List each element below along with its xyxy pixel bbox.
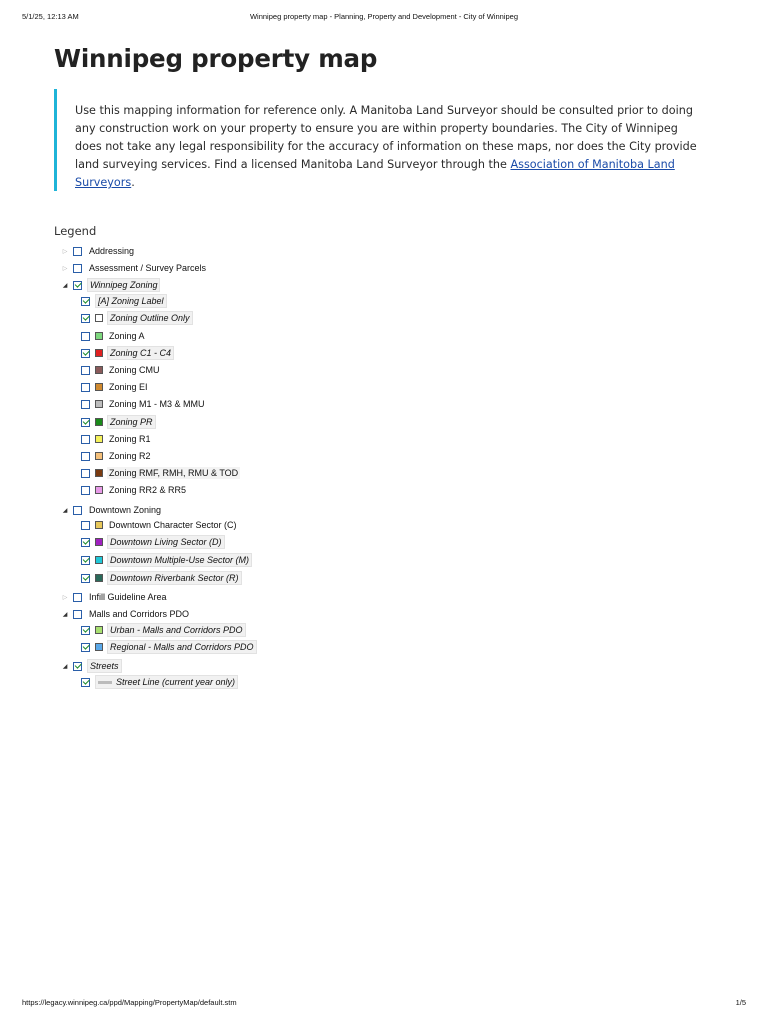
disclaimer-text-before: Use this mapping information for reference only. A Manitoba Land Surveyor should be consulted prior to doing any construction work on your property to ensure you are within property boundaries. The City of Winnipeg does not take any legal responsibility for the accuracy of information on these maps, nor does the City provide land surveying services. Find a licensed Manitoba Land Surveyor through the — [75, 104, 697, 171]
color-swatch — [95, 332, 103, 340]
legend-group-label: Infill Guideline Area — [89, 592, 167, 602]
legend-group-malls-corridors[interactable] — [60, 607, 191, 621]
print-page-number: 1/5 — [735, 998, 746, 1007]
layer-checkbox[interactable] — [81, 574, 90, 583]
layer-checkbox[interactable] — [73, 593, 82, 602]
legend-item-label: Zoning C1 - C4 — [107, 346, 174, 360]
legend-item-zoning-r1[interactable] — [81, 432, 153, 446]
legend-item-label: Downtown Living Sector (D) — [107, 535, 225, 549]
legend-group-infill[interactable] — [60, 590, 169, 604]
expand-arrow-icon[interactable]: ▷ — [62, 265, 68, 272]
layer-checkbox[interactable] — [73, 506, 82, 515]
legend-group-label: Downtown Zoning — [89, 505, 162, 515]
collapse-arrow-icon[interactable]: ◢ — [62, 282, 68, 289]
print-datetime: 5/1/25, 12:13 AM — [22, 12, 79, 21]
legend-item-label: Zoning PR — [107, 415, 156, 429]
legend-item-zoning-m1-m3[interactable] — [81, 397, 207, 411]
legend-item-downtown-character[interactable] — [81, 518, 239, 532]
color-swatch — [95, 400, 103, 408]
color-swatch — [95, 643, 103, 651]
legend-title: Legend — [54, 224, 97, 238]
layer-checkbox[interactable] — [73, 281, 82, 290]
legend-item-zoning-label[interactable] — [81, 294, 167, 308]
legend-item-zoning-cmu[interactable] — [81, 363, 162, 377]
color-swatch — [95, 486, 103, 494]
legend-group-addressing[interactable] — [60, 244, 136, 258]
layer-checkbox[interactable] — [81, 486, 90, 495]
collapse-arrow-icon[interactable]: ◢ — [62, 611, 68, 618]
legend-item-label: Zoning RR2 & RR5 — [109, 485, 187, 495]
layer-checkbox[interactable] — [81, 556, 90, 565]
legend-group-assessment[interactable] — [60, 261, 208, 275]
color-swatch — [95, 349, 103, 357]
layer-checkbox[interactable] — [81, 643, 90, 652]
collapse-arrow-icon[interactable]: ◢ — [62, 663, 68, 670]
color-swatch — [95, 383, 103, 391]
layer-checkbox[interactable] — [73, 264, 82, 273]
legend-item-zoning-pr[interactable] — [81, 415, 156, 429]
legend-item-label: Zoning M1 - M3 & MMU — [109, 399, 205, 409]
legend-item-zoning-c1-c4[interactable] — [81, 346, 174, 360]
layer-checkbox[interactable] — [81, 678, 90, 687]
expand-arrow-icon[interactable]: ▷ — [62, 594, 68, 601]
disclaimer-text — [75, 102, 703, 192]
color-swatch — [95, 469, 103, 477]
print-footer — [22, 998, 746, 1010]
layer-checkbox[interactable] — [81, 400, 90, 409]
legend-item-label: Zoning CMU — [109, 365, 160, 375]
line-swatch — [98, 681, 112, 684]
layer-checkbox[interactable] — [81, 297, 90, 306]
surveyors-association-link[interactable]: Association of Manitoba Land Surveyors — [75, 158, 675, 189]
print-header — [22, 12, 746, 24]
legend-group-downtown-zoning[interactable] — [60, 503, 163, 517]
layer-checkbox[interactable] — [81, 418, 90, 427]
legend-item-label: Zoning R2 — [109, 451, 151, 461]
legend-group-label: Malls and Corridors PDO — [89, 609, 190, 619]
legend-item-label: Zoning Outline Only — [107, 311, 193, 325]
legend-item-label: Downtown Riverbank Sector (R) — [107, 571, 242, 585]
print-url: https://legacy.winnipeg.ca/ppd/Mapping/PropertyMap/default.stm — [22, 998, 237, 1007]
layer-checkbox[interactable] — [81, 366, 90, 375]
layer-checkbox[interactable] — [81, 332, 90, 341]
layer-checkbox[interactable] — [81, 314, 90, 323]
legend-group-label: Winnipeg Zoning — [87, 278, 160, 292]
legend-item-label: Zoning EI — [109, 382, 148, 392]
print-page-title: Winnipeg property map - Planning, Property and Development - City of Winnipeg — [249, 12, 519, 21]
disclaimer-notice — [54, 89, 702, 191]
legend-item-regional-malls[interactable] — [81, 640, 257, 654]
color-swatch — [95, 366, 103, 374]
legend-item-urban-malls[interactable] — [81, 623, 246, 637]
layer-checkbox[interactable] — [81, 383, 90, 392]
layer-checkbox[interactable] — [81, 521, 90, 530]
expand-arrow-icon[interactable]: ▷ — [62, 248, 68, 255]
color-swatch — [95, 626, 103, 634]
color-swatch — [95, 418, 103, 426]
legend-item-label: Street Line (current year only) — [116, 677, 236, 687]
legend-item-label: Downtown Character Sector (C) — [109, 520, 237, 530]
color-swatch — [95, 538, 103, 546]
legend-item-downtown-living[interactable] — [81, 535, 225, 549]
collapse-arrow-icon[interactable]: ◢ — [62, 507, 68, 514]
color-swatch — [95, 574, 103, 582]
legend-group-label: Assessment / Survey Parcels — [89, 263, 207, 273]
legend-group-winnipeg-zoning[interactable] — [60, 278, 160, 292]
legend-item-label: Downtown Multiple-Use Sector (M) — [107, 553, 252, 567]
layer-checkbox[interactable] — [73, 662, 82, 671]
legend-item-label: Regional - Malls and Corridors PDO — [107, 640, 257, 654]
legend-item-street-line[interactable] — [81, 675, 238, 689]
layer-checkbox[interactable] — [81, 626, 90, 635]
legend-item-label: Zoning RMF, RMH, RMU & TOD — [109, 468, 239, 478]
color-swatch — [95, 452, 103, 460]
disclaimer-text-after: . — [131, 176, 135, 189]
legend-item-zoning-r2[interactable] — [81, 449, 153, 463]
layer-checkbox[interactable] — [81, 435, 90, 444]
legend-item-label-wrap — [95, 675, 238, 689]
legend-item-downtown-riverbank[interactable] — [81, 571, 242, 585]
legend-item-zoning-rr2-rr5[interactable] — [81, 483, 188, 497]
layer-checkbox[interactable] — [81, 469, 90, 478]
layer-checkbox[interactable] — [81, 349, 90, 358]
legend-item-zoning-ei[interactable] — [81, 380, 150, 394]
legend-item-downtown-multiple-use[interactable] — [81, 553, 252, 567]
legend-item-zoning-outline[interactable] — [81, 311, 193, 325]
legend-item-label: Urban - Malls and Corridors PDO — [107, 623, 246, 637]
color-swatch — [95, 314, 103, 322]
legend-group-label: Addressing — [89, 246, 135, 256]
layer-checkbox[interactable] — [81, 452, 90, 461]
legend-group-label: Streets — [87, 659, 122, 673]
layer-checkbox[interactable] — [81, 538, 90, 547]
legend-item-label: [A] Zoning Label — [95, 294, 167, 308]
legend-group-streets[interactable] — [60, 659, 122, 673]
layer-checkbox[interactable] — [73, 247, 82, 256]
legend-item-label: Zoning A — [109, 331, 145, 341]
layer-checkbox[interactable] — [73, 610, 82, 619]
color-swatch — [95, 435, 103, 443]
page-title: Winnipeg property map — [54, 44, 378, 73]
color-swatch — [95, 556, 103, 564]
legend-item-zoning-rmf[interactable] — [81, 466, 240, 480]
color-swatch — [95, 521, 103, 529]
legend-item-label: Zoning R1 — [109, 434, 151, 444]
legend-item-zoning-a[interactable] — [81, 329, 147, 343]
